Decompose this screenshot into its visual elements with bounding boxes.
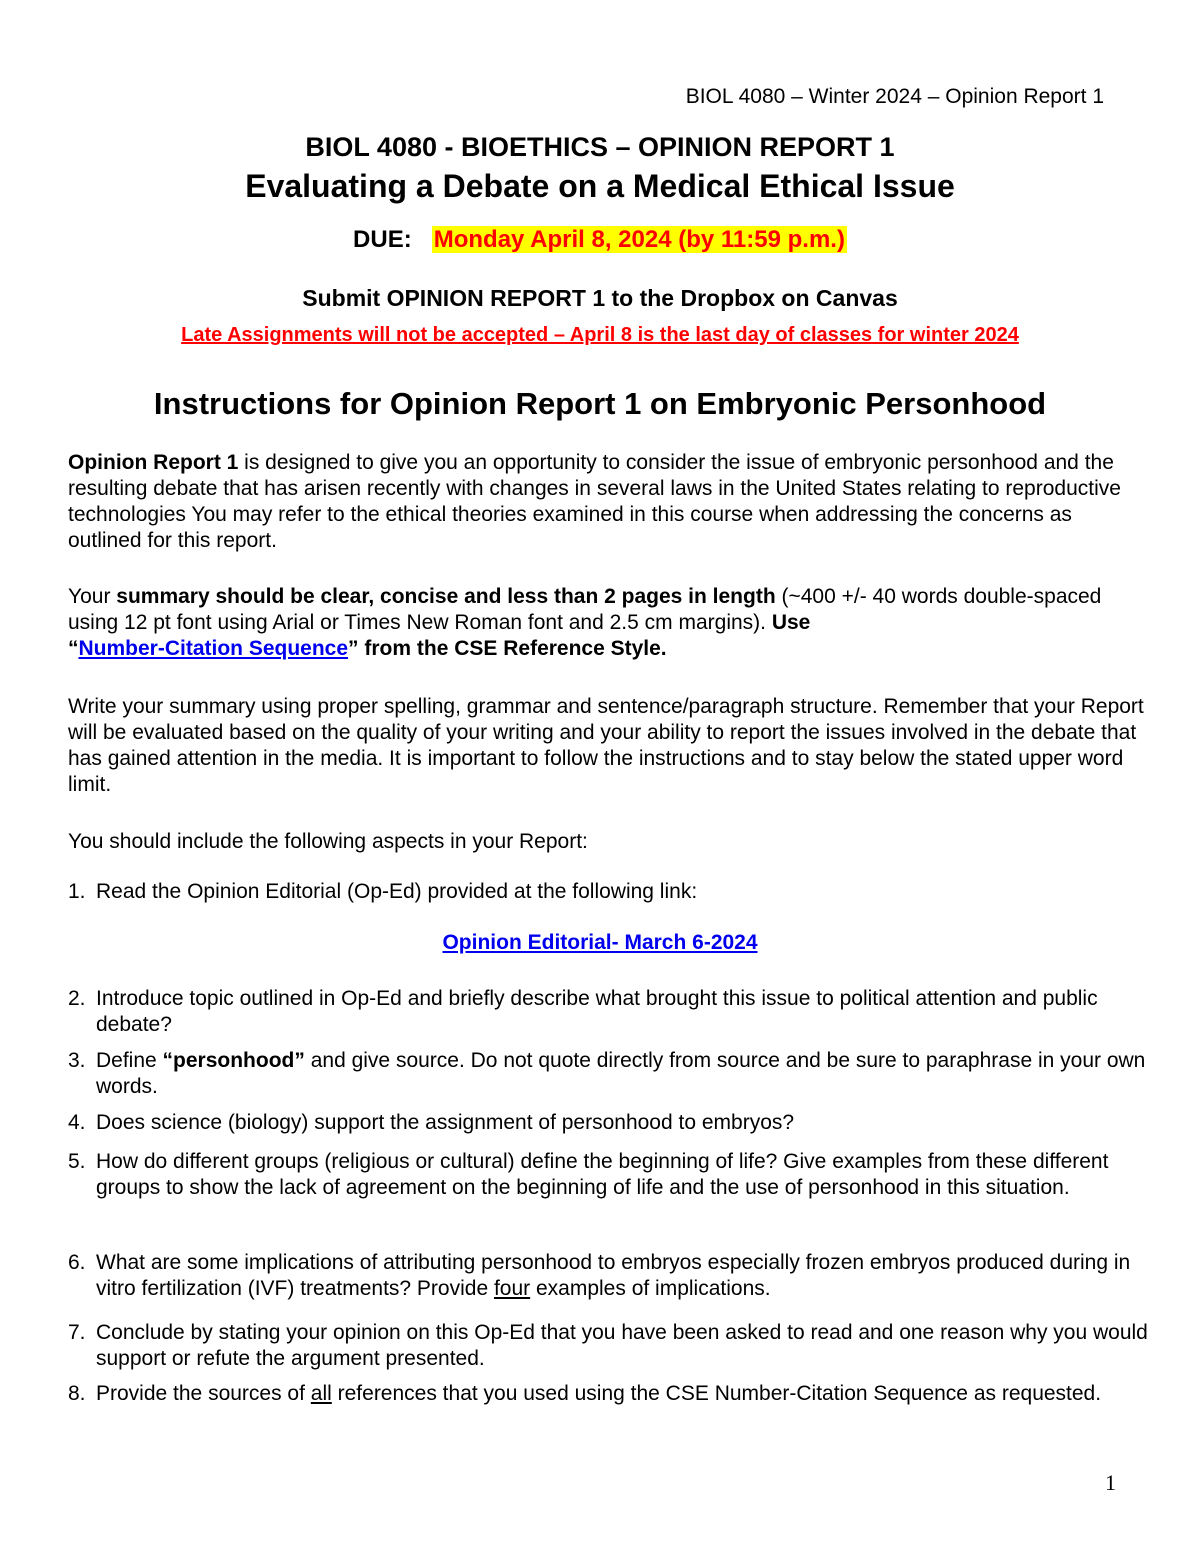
op-ed-link[interactable]: Opinion Editorial- March 6-2024 — [442, 931, 758, 954]
summary-text-1: Your — [68, 585, 117, 608]
item-text-post: examples of implications. — [530, 1277, 771, 1300]
item-text: Read the Opinion Editorial (Op-Ed) provided at the following link: — [96, 880, 698, 903]
writing-text: Write your summary using proper spelling, grammar and sentence/paragraph structure. Remember that your Report will be evaluated based on the quality of your writing and your ability to report the issues involved in the debate that has gained attention in the media. It is important to follow the instructions and to stay below the stated upper word limit. — [68, 695, 1144, 796]
personhood-term: “personhood” — [162, 1049, 305, 1072]
item-text: Does science (biology) support the assignment of personhood to embryos? — [96, 1111, 795, 1134]
op-ed-link-line — [0, 930, 1200, 956]
item-number: 1. — [68, 880, 86, 903]
item-text: Provide the sources of — [96, 1382, 311, 1405]
item-number: 6. — [68, 1251, 86, 1274]
summary-bold-1: summary should be clear, concise and less than 2 pages in length — [116, 585, 776, 608]
number-citation-link[interactable]: Number-Citation Sequence — [78, 637, 349, 660]
summary-text-2: (~400 +/- 40 words double-spaced using 12 pt font using Arial or Times New Roman font and 2.5 cm margins). — [68, 585, 1102, 634]
summary-paragraph — [68, 584, 1148, 662]
running-header: BIOL 4080 – Winter 2024 – Opinion Report 1 — [685, 85, 1104, 108]
list-item-5 — [68, 1149, 1148, 1201]
due-date: Monday April 8, 2024 (by 11:59 p.m.) — [433, 226, 845, 253]
item-text: What are some implications of attributing personhood to embryos especially frozen embryos produced during in vitro fertilization (IVF) treatments? Provide — [96, 1251, 1131, 1300]
course-title: BIOL 4080 - BIOETHICS – OPINION REPORT 1 — [305, 132, 895, 162]
item-number: 7. — [68, 1321, 86, 1344]
intro-paragraph — [68, 450, 1148, 554]
list-intro: You should include the following aspects in your Report: — [68, 830, 588, 853]
item-text: How do different groups (religious or cultural) define the beginning of life? Give examples from these different groups to show the lack of agreement on the beginning of life and the use of personhood in this situation. — [96, 1150, 1109, 1199]
report-subtitle: Evaluating a Debate on a Medical Ethical Issue — [245, 168, 955, 204]
item-text-post: references that you used using the CSE Number-Citation Sequence as requested. — [331, 1382, 1102, 1405]
list-item-1 — [68, 879, 1148, 905]
intro-lead: Opinion Report 1 — [68, 451, 239, 474]
item-number: 2. — [68, 987, 86, 1010]
writing-paragraph — [68, 694, 1148, 798]
item-number: 5. — [68, 1150, 86, 1173]
list-item-2 — [68, 986, 1148, 1038]
emphasis-all: all — [310, 1382, 332, 1405]
item-text: Conclude by stating your opinion on this Op-Ed that you have been asked to read and one reason why you would support or refute the argument presented. — [96, 1321, 1148, 1370]
item-text: Define — [96, 1049, 163, 1072]
intro-text: is designed to give you an opportunity to consider the issue of embryonic personhood and the resulting debate that has arisen recently with changes in several laws in the United States relating to reproductive technologies You may refer to the ethical theories examined in this course when addressing the concerns as outlined for this report. — [68, 451, 1121, 552]
page-number: 1 — [1105, 1470, 1116, 1495]
list-item-8 — [68, 1381, 1148, 1407]
item-number: 4. — [68, 1111, 86, 1134]
open-quote: “ — [68, 637, 79, 660]
list-item-4 — [68, 1110, 1148, 1136]
late-notice: Late Assignments will not be accepted – April 8 is the last day of classes for winter 2024 — [181, 324, 1019, 346]
submit-instruction: Submit OPINION REPORT 1 to the Dropbox on Canvas — [302, 285, 898, 311]
instructions-heading: Instructions for Opinion Report 1 on Embryonic Personhood — [153, 386, 1047, 421]
due-label: DUE: — [353, 226, 412, 253]
list-item-6 — [68, 1250, 1148, 1302]
summary-bold-3: ” from the CSE Reference Style. — [348, 637, 667, 660]
item-number: 3. — [68, 1049, 86, 1072]
list-item-7 — [68, 1320, 1148, 1372]
due-line — [0, 225, 1200, 255]
emphasis-four: four — [493, 1277, 531, 1300]
item-text: Introduce topic outlined in Op-Ed and briefly describe what brought this issue to political attention and public debate? — [96, 987, 1098, 1036]
list-item-3 — [68, 1048, 1148, 1100]
item-number: 8. — [68, 1382, 86, 1405]
summary-bold-use: Use — [771, 611, 811, 634]
item-text-post: and give source. Do not quote directly from source and be sure to paraphrase in your own words. — [96, 1049, 1146, 1098]
